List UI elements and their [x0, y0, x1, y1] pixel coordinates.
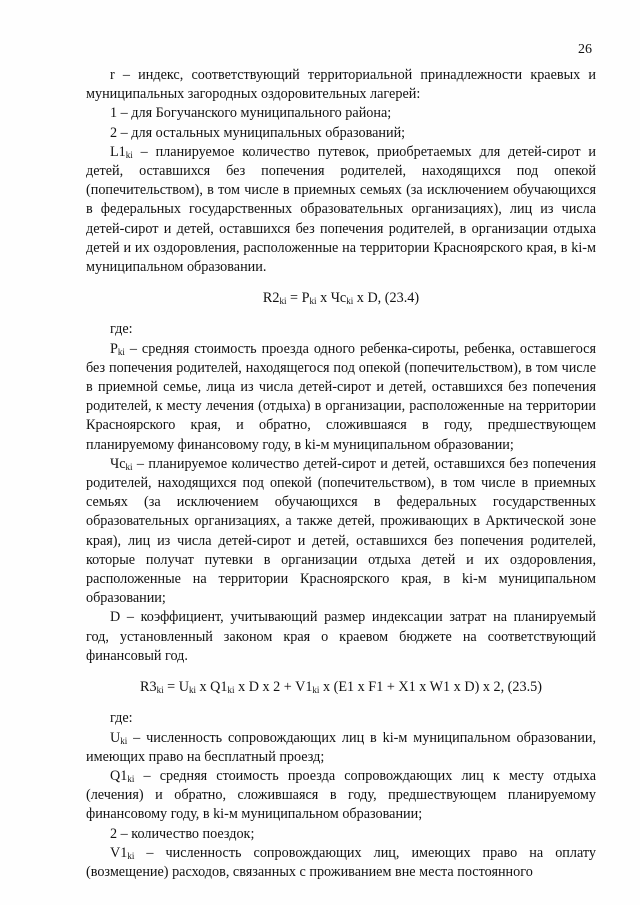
paragraph-r-1: 1 – для Богучанского муниципального района;	[110, 105, 392, 122]
paragraph-v1ki	[86, 844, 596, 882]
paragraph-uki	[86, 729, 596, 767]
formula-sub: ki	[312, 685, 320, 696]
definition-v1ki: – численность сопровождающих лиц, имеющих право на оплату (возмещение) расходов, связанных с проживанием вне места постоянного	[86, 844, 596, 880]
symbol-chs: Чс	[110, 455, 126, 472]
paragraph-r-2: 2 – для остальных муниципальных образований;	[110, 124, 406, 141]
formula-part: R2	[262, 290, 280, 307]
symbol-q1: Q1	[110, 767, 128, 784]
formula-sub: ki	[279, 296, 287, 307]
definition-l1ki: – планируемое количество путевок, приобретаемых для детей-сирот и детей, оставшихся без попечения родителей, находящихся под опекой (попечительством), в том числе в приемных семьях (за исключением обучающихся в федеральных государственных образовательных организациях), лиц из числа детей-сирот и детей, оставшихся без попечения родителей, в организации отдыха детей и их оздоровления, расположенные на территории Красноярского края, в ki-м муниципальном образовании.	[86, 143, 596, 276]
formula-part: = U	[163, 679, 189, 696]
formula-part: = P	[286, 290, 310, 307]
formula-part: x (E1 x F1 + X1 x W1 x D) x 2, (23.5)	[319, 679, 542, 696]
formula-part: x Q1	[195, 679, 228, 696]
page-number: 26	[578, 42, 592, 57]
symbol-v1: V1	[110, 844, 128, 861]
definition-q1ki: – средняя стоимость проезда сопровождающих лиц к месту отдыха (лечения) и обратно, сложившаяся в году, предшествующем планируемому финансовому году, в ki-м муниципальном образовании;	[86, 767, 596, 823]
paragraph-pki	[86, 340, 596, 455]
paragraph-l1ki	[86, 143, 596, 277]
where-label-2: где:	[110, 710, 133, 727]
formula-sub: ki	[346, 296, 354, 307]
formula-sub: ki	[188, 685, 196, 696]
formula-part: x D, (23.4)	[353, 290, 420, 307]
symbol-u: U	[110, 729, 121, 746]
paragraph-q1ki	[86, 767, 596, 825]
formula-sub: ki	[227, 685, 235, 696]
symbol-u-sub: ki	[120, 735, 128, 746]
formula-23-5	[86, 678, 596, 697]
formula-part: R3	[140, 679, 157, 696]
symbol-p-sub: ki	[117, 346, 125, 357]
formula-part: x D x 2 + V1	[234, 679, 313, 696]
symbol-v1-sub: ki	[127, 850, 135, 861]
formula-sub: ki	[309, 296, 317, 307]
document-body	[86, 66, 596, 882]
definition-chski: – планируемое количество детей-сирот и детей, оставшихся без попечения родителей, находящихся под опекой (попечительством), в том числе в приемных семьях (за исключением обучающихся в федеральных государственных образовательных организациях, а также детей, проживающих в Арктической зоне края), лиц из числа детей-сирот и детей, оставшихся без попечения родителей, которые получат путевки в организации отдыха детей и их оздоровления, расположенные на территории Красноярского края, в ki-м муниципальном образовании;	[86, 455, 596, 607]
symbol-chs-sub: ki	[125, 461, 133, 472]
symbol-p: P	[110, 340, 118, 357]
symbol-q1-sub: ki	[127, 773, 135, 784]
symbol-l1: L1	[110, 143, 126, 160]
paragraph-r-index: r – индекс, соответствующий территориальной принадлежности краевых и муниципальных загородных оздоровительных лагерей:	[86, 67, 596, 103]
symbol-l1-sub: ki	[125, 149, 133, 160]
paragraph-chski	[86, 455, 596, 609]
formula-23-4	[86, 289, 596, 308]
definition-pki: – средняя стоимость проезда одного ребенка-сироты, ребенка, оставшегося без попечения родителей, находящегося под опекой (попечительством), в том числе в приемной семье, лица из числа детей-сирот и детей, оставшихся без попечения родителей, к месту лечения (отдыха) в организации, расположенные на территории Красноярского края, и обратно, сложившаяся в году, предшествующем планируемому финансовому году, в ki-м муниципальном образовании;	[86, 340, 596, 453]
paragraph-d: D – коэффициент, учитывающий размер индексации затрат на планируемый год, установленный законом края о краевом бюджете на соответствующий финансовый год.	[86, 609, 596, 664]
formula-sub: ki	[156, 685, 164, 696]
formula-part: x Чс	[316, 290, 347, 307]
paragraph-two-trips: 2 – количество поездок;	[110, 825, 255, 842]
where-label-1: где:	[110, 321, 133, 338]
definition-uki: – численность сопровождающих лиц в ki-м муниципальном образовании, имеющих право на бесплатный проезд;	[86, 729, 596, 765]
